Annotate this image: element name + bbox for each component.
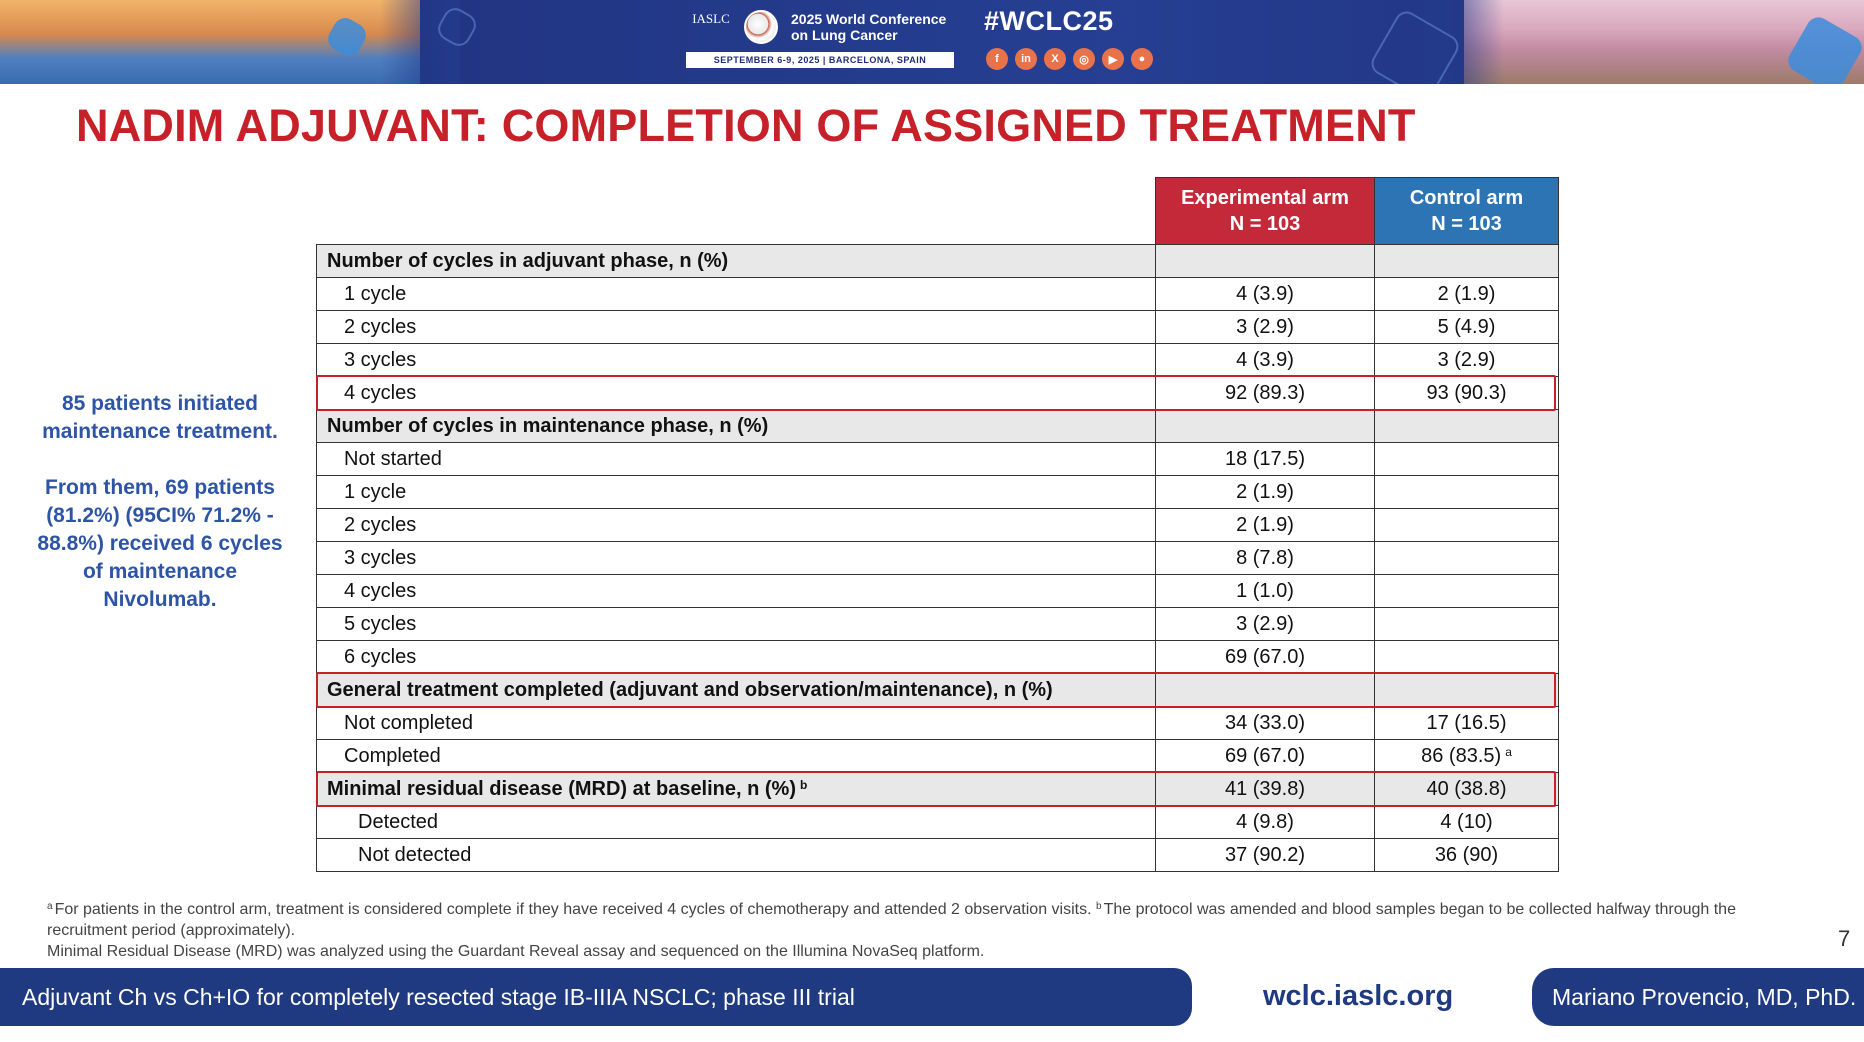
table-row — [317, 806, 1559, 839]
footnote-mrd: Minimal Residual Disease (MRD) was analyzed using the Guardant Reveal assay and sequenced on the Illumina NovaSeq platform. — [47, 943, 985, 960]
experimental-value: 92 (89.3) — [1156, 377, 1375, 410]
footnote-b-text: The protocol was amended and blood samples began to be collected halfway through the recruitment period (approximately). — [47, 901, 1736, 939]
control-value — [1375, 245, 1559, 278]
table-header-row — [317, 178, 1559, 245]
experimental-value: 4 (3.9) — [1156, 278, 1375, 311]
row-label: 1 cycle — [317, 476, 1156, 509]
experimental-value: 3 (2.9) — [1156, 608, 1375, 641]
treatment-completion-table — [316, 177, 1559, 872]
control-value — [1375, 608, 1559, 641]
control-value: 2 (1.9) — [1375, 278, 1559, 311]
experimental-value: 3 (2.9) — [1156, 311, 1375, 344]
conference-hashtag: #WCLC25 — [984, 6, 1114, 36]
control-arm-n: N = 103 — [1431, 213, 1502, 235]
control-value — [1375, 542, 1559, 575]
linkedin-icon[interactable]: in — [1015, 48, 1037, 70]
youtube-icon[interactable]: ▶ — [1102, 48, 1124, 70]
table-row — [317, 542, 1559, 575]
table-row — [317, 476, 1559, 509]
control-value: 40 (38.8) — [1375, 773, 1559, 806]
conference-logo-block — [686, 8, 956, 70]
row-label: 1 cycle — [317, 278, 1156, 311]
side-note-nivolumab: From them, 69 patients (81.2%) (95CI% 71.2% - 88.8%) received 6 cycles of maintenance Nivolumab. — [37, 476, 283, 611]
experimental-value: 8 (7.8) — [1156, 542, 1375, 575]
row-label: 2 cycles — [317, 311, 1156, 344]
table-section-row-highlighted — [317, 773, 1559, 806]
footnote-a-text: For patients in the control arm, treatment is considered complete if they have received 4 cycles of chemotherapy and attended 2 observation visits. — [54, 901, 1092, 918]
row-label: 4 cycles — [317, 377, 1156, 410]
row-label: 5 cycles — [317, 608, 1156, 641]
table-section-row-highlighted — [317, 674, 1559, 707]
row-label: Number of cycles in adjuvant phase, n (%) — [317, 245, 1156, 278]
row-label: Not started — [317, 443, 1156, 476]
globe-icon — [744, 10, 778, 44]
row-label: Not detected — [317, 839, 1156, 872]
row-label-with-footnote — [317, 773, 1156, 806]
footnote-a-marker: a — [47, 901, 53, 912]
control-value — [1375, 575, 1559, 608]
table-row — [317, 740, 1559, 773]
row-label: Number of cycles in maintenance phase, n (%) — [317, 410, 1156, 443]
row-label: 6 cycles — [317, 641, 1156, 674]
wechat-icon[interactable]: ● — [1131, 48, 1153, 70]
experimental-arm-name: Experimental arm — [1181, 187, 1349, 209]
slide-title: NADIM ADJUVANT: COMPLETION OF ASSIGNED TREATMENT — [76, 100, 1416, 151]
experimental-value: 4 (3.9) — [1156, 344, 1375, 377]
experimental-value — [1156, 410, 1375, 443]
table-row — [317, 443, 1559, 476]
row-label: Minimal residual disease (MRD) at baseline, n (%) — [327, 777, 797, 800]
social-links — [986, 48, 1153, 70]
row-label: 4 cycles — [317, 575, 1156, 608]
control-value — [1375, 674, 1559, 707]
row-label: Completed — [317, 740, 1156, 773]
table-row-highlighted — [317, 377, 1559, 410]
control-value: 86 (83.5) — [1421, 744, 1502, 767]
experimental-value: 41 (39.8) — [1156, 773, 1375, 806]
experimental-value: 1 (1.0) — [1156, 575, 1375, 608]
footnote-b-marker: b — [1096, 901, 1102, 912]
conference-dates: SEPTEMBER 6-9, 2025 | BARCELONA, SPAIN — [686, 52, 954, 68]
footnote-ab — [47, 896, 1787, 941]
experimental-value: 18 (17.5) — [1156, 443, 1375, 476]
table-row — [317, 575, 1559, 608]
presenter-name-bar: Mariano Provencio, MD, PhD. — [1532, 968, 1864, 1026]
table-row — [317, 344, 1559, 377]
experimental-value: 37 (90.2) — [1156, 839, 1375, 872]
conference-banner — [0, 0, 1864, 84]
study-description-bar: Adjuvant Ch vs Ch+IO for completely resected stage IB-IIIA NSCLC; phase III trial — [0, 968, 1192, 1026]
row-label: 2 cycles — [317, 509, 1156, 542]
header-blank-cell — [317, 178, 1156, 245]
row-label: 3 cycles — [317, 344, 1156, 377]
row-label: 3 cycles — [317, 542, 1156, 575]
table-row — [317, 707, 1559, 740]
experimental-arm-n: N = 103 — [1229, 213, 1301, 235]
side-note — [30, 390, 290, 614]
instagram-icon[interactable]: ◎ — [1073, 48, 1095, 70]
table-row — [317, 509, 1559, 542]
table-section-row — [317, 410, 1559, 443]
table-row — [317, 641, 1559, 674]
experimental-value — [1156, 245, 1375, 278]
conference-name: 2025 World Conference on Lung Cancer — [791, 11, 947, 43]
control-value: 5 (4.9) — [1375, 311, 1559, 344]
control-value: 4 (10) — [1375, 806, 1559, 839]
control-value — [1375, 641, 1559, 674]
experimental-value — [1156, 674, 1375, 707]
side-note-maintenance: 85 patients initiated maintenance treatment. — [42, 392, 278, 443]
footnote-marker-b: b — [800, 777, 808, 792]
experimental-value: 4 (9.8) — [1156, 806, 1375, 839]
table-section-row — [317, 245, 1559, 278]
footnotes — [47, 896, 1787, 962]
control-value: 93 (90.3) — [1375, 377, 1559, 410]
iaslc-logo: IASLC — [692, 11, 730, 26]
control-value: 3 (2.9) — [1375, 344, 1559, 377]
control-value — [1375, 509, 1559, 542]
row-label: Detected — [317, 806, 1156, 839]
control-value — [1375, 410, 1559, 443]
table-row — [317, 311, 1559, 344]
page-number: 7 — [1838, 926, 1851, 951]
control-value-with-footnote — [1375, 740, 1559, 773]
footnote-marker-a: a — [1505, 744, 1512, 759]
control-arm-header — [1375, 178, 1559, 245]
control-value — [1375, 476, 1559, 509]
experimental-value: 34 (33.0) — [1156, 707, 1375, 740]
table-row — [317, 608, 1559, 641]
experimental-value: 69 (67.0) — [1156, 740, 1375, 773]
experimental-value: 2 (1.9) — [1156, 476, 1375, 509]
row-label: General treatment completed (adjuvant and observation/maintenance), n (%) — [317, 674, 1156, 707]
conference-url[interactable]: wclc.iaslc.org — [1263, 980, 1454, 1012]
table-row — [317, 278, 1559, 311]
control-value: 17 (16.5) — [1375, 707, 1559, 740]
experimental-value: 2 (1.9) — [1156, 509, 1375, 542]
x-icon[interactable]: X — [1044, 48, 1066, 70]
control-value: 36 (90) — [1375, 839, 1559, 872]
row-label: Not completed — [317, 707, 1156, 740]
control-value — [1375, 443, 1559, 476]
control-arm-name: Control arm — [1409, 187, 1524, 209]
experimental-arm-header — [1156, 178, 1375, 245]
experimental-value: 69 (67.0) — [1156, 641, 1375, 674]
table-row — [317, 839, 1559, 872]
facebook-icon[interactable]: f — [986, 48, 1008, 70]
